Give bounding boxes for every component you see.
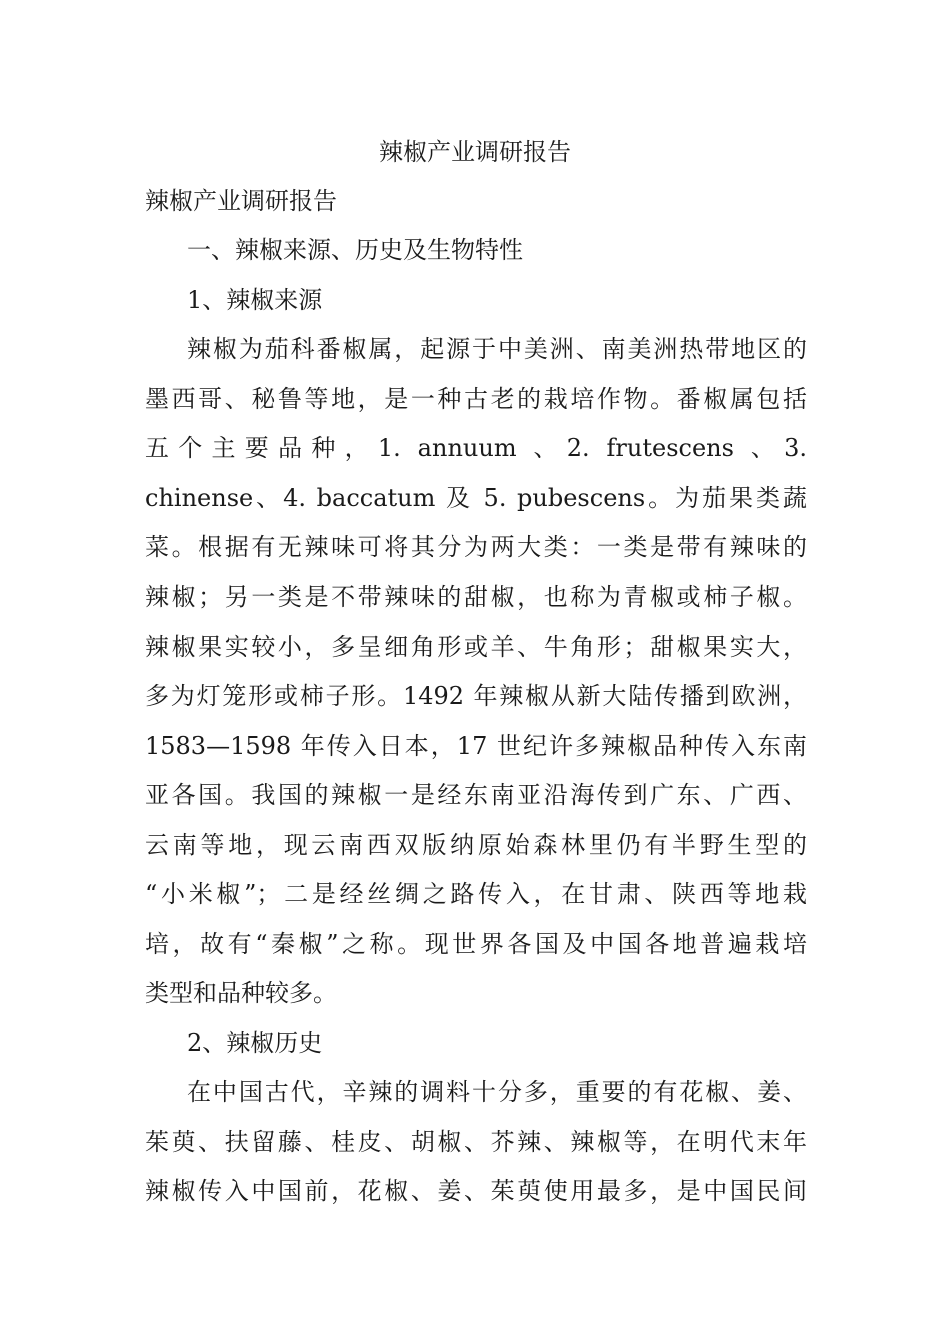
- paragraph-line: 培，故有“秦椒”之称。现世界各国及中国各地普遍栽培: [145, 930, 807, 958]
- paragraph-line: chinense、4. baccatum 及 5. pubescens。为茄果类蔬: [145, 484, 807, 512]
- paragraph-line: 墨西哥、秘鲁等地，是一种古老的栽培作物。番椒属包括: [145, 385, 807, 413]
- paragraph-line: 在中国古代，辛辣的调料十分多，重要的有花椒、姜、: [187, 1078, 807, 1106]
- paragraph-line: 菜。根据有无辣味可将其分为两大类：一类是带有辣味的: [145, 533, 807, 561]
- paragraph-line: 亚各国。我国的辣椒一是经东南亚沿海传到广东、广西、: [145, 781, 807, 809]
- paragraph-line: 类型和品种较多。: [145, 979, 337, 1007]
- paragraph-line: 五个主要品种，1. annuum 、2. frutescens 、3.: [145, 434, 807, 462]
- paragraph-line: 辣椒传入中国前，花椒、姜、茱萸使用最多，是中国民间: [145, 1177, 807, 1205]
- paragraph-line: “小米椒”；二是经丝绸之路传入，在甘肃、陕西等地栽: [145, 880, 807, 908]
- paragraph-line: 多为灯笼形或柿子形。1492 年辣椒从新大陆传播到欧洲，: [145, 682, 807, 710]
- paragraph-line: 茱萸、扶留藤、桂皮、胡椒、芥辣、辣椒等，在明代末年: [145, 1128, 807, 1156]
- paragraph-line: 1583—1598 年传入日本，17 世纪许多辣椒品种传入东南: [145, 732, 807, 760]
- paragraph-line: 辣椒果实较小，多呈细角形或羊、牛角形；甜椒果实大，: [145, 633, 807, 661]
- section-heading: 一、辣椒来源、历史及生物特性: [187, 236, 523, 264]
- document-subtitle: 辣椒产业调研报告: [145, 187, 337, 215]
- paragraph-line: 云南等地，现云南西双版纳原始森林里仍有半野生型的: [145, 831, 807, 859]
- subsection-heading: 1、辣椒来源: [187, 286, 323, 314]
- paragraph-line: 辣椒；另一类是不带辣味的甜椒，也称为青椒或柿子椒。: [145, 583, 807, 611]
- subsection-heading: 2、辣椒历史: [187, 1029, 323, 1057]
- document-title: 辣椒产业调研报告: [379, 138, 571, 166]
- paragraph-line: 辣椒为茄科番椒属，起源于中美洲、南美洲热带地区的: [187, 335, 807, 363]
